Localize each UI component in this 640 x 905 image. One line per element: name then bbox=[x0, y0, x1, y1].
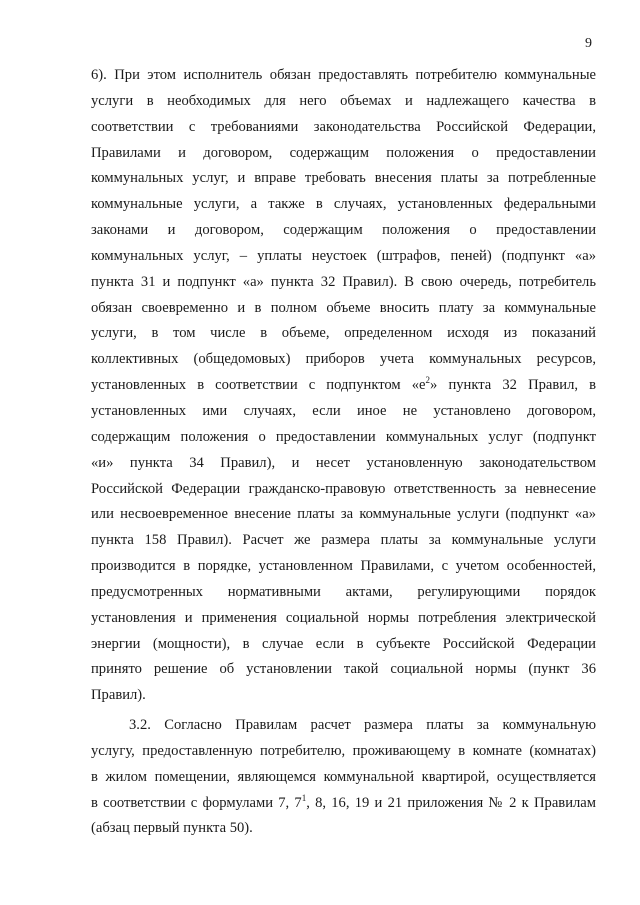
text-fragment: , 8, 16, 19 и 21 приложения № 2 к Правилам bbox=[306, 794, 596, 811]
superscript: 1 bbox=[301, 792, 307, 803]
text-line: 3.2. Согласно Правилам расчет размера платы за коммунальную bbox=[129, 717, 596, 734]
document-body bbox=[91, 63, 596, 842]
text-line-with-superscript bbox=[91, 373, 596, 399]
text-line: соответствии с требованиями законодательства Российской Федерации, bbox=[91, 118, 596, 135]
text-fragment: установленных в соответствии с подпунктом «е bbox=[91, 377, 426, 394]
text-fragment: » пункта 32 Правил, в bbox=[430, 377, 596, 394]
text-line: Правилами и договором, содержащим положения о предоставлении bbox=[91, 144, 596, 161]
text-line: в жилом помещении, являющемся коммунальной квартирой, осуществляется bbox=[91, 768, 596, 785]
text-line: установления и применения социальной нормы потребления электрической bbox=[91, 609, 596, 626]
text-line: коммунальные услуги, а также в случаях, установленных федеральными bbox=[91, 196, 596, 213]
text-line: обязан своевременно и в полном объеме вносить плату за коммунальные bbox=[91, 299, 596, 316]
text-line: или несвоевременное внесение платы за коммунальные услуги (подпункт «а» bbox=[91, 506, 596, 523]
text-line: «и» пункта 34 Правил), и несет установленную законодательством bbox=[91, 454, 596, 471]
paragraph-3-2 bbox=[91, 713, 596, 842]
text-fragment: в соответствии с формулами 7, 7 bbox=[91, 794, 302, 811]
text-line: производится в порядке, установленном Правилами, с учетом особенностей, bbox=[91, 558, 596, 575]
paragraph-3-1-continuation bbox=[91, 63, 596, 709]
text-line: принято решение об установлении такой социальной нормы (пункт 36 bbox=[91, 661, 596, 678]
text-line: пункта 158 Правил). Расчет же размера платы за коммунальные услуги bbox=[91, 532, 596, 549]
text-line: коллективных (общедомовых) приборов учета коммунальных ресурсов, bbox=[91, 351, 596, 368]
page-number: 9 bbox=[585, 36, 592, 51]
text-line: услугу, предоставленную потребителю, проживающему в комнате (комнатах) bbox=[91, 742, 596, 759]
text-line: Правил). bbox=[91, 687, 146, 704]
text-line: коммунальных услуг, и вправе требовать внесения платы за потребленные bbox=[91, 170, 596, 187]
text-line: услуги, в том числе в объеме, определенном исходя из показаний bbox=[91, 325, 596, 342]
text-line: законами и договором, содержащим положения о предоставлении bbox=[91, 222, 596, 239]
text-line: Российской Федерации гражданско-правовую ответственность за невнесение bbox=[91, 480, 596, 497]
text-line: содержащим положения о предоставлении коммунальных услуг (подпункт bbox=[91, 428, 596, 445]
text-line: предусмотренных нормативными актами, регулирующими порядок bbox=[91, 583, 596, 600]
text-line: пункта 31 и подпункт «а» пункта 32 Правил). В свою очередь, потребитель bbox=[91, 273, 596, 290]
text-line-with-superscript bbox=[91, 791, 596, 817]
text-line: услуги в необходимых для него объемах и надлежащего качества в bbox=[91, 92, 596, 109]
text-line: энергии (мощности), в случае если в субъекте Российской Федерации bbox=[91, 635, 596, 652]
text-line: коммунальных услуг, – уплаты неустоек (штрафов, пеней) (подпункт «а» bbox=[91, 247, 596, 264]
text-line: (абзац первый пункта 50). bbox=[91, 820, 253, 837]
text-line: 6). При этом исполнитель обязан предоставлять потребителю коммунальные bbox=[91, 67, 596, 83]
superscript: 2 bbox=[425, 375, 431, 386]
text-line: установленных ими случаях, если иное не установлено договором, bbox=[91, 402, 596, 419]
